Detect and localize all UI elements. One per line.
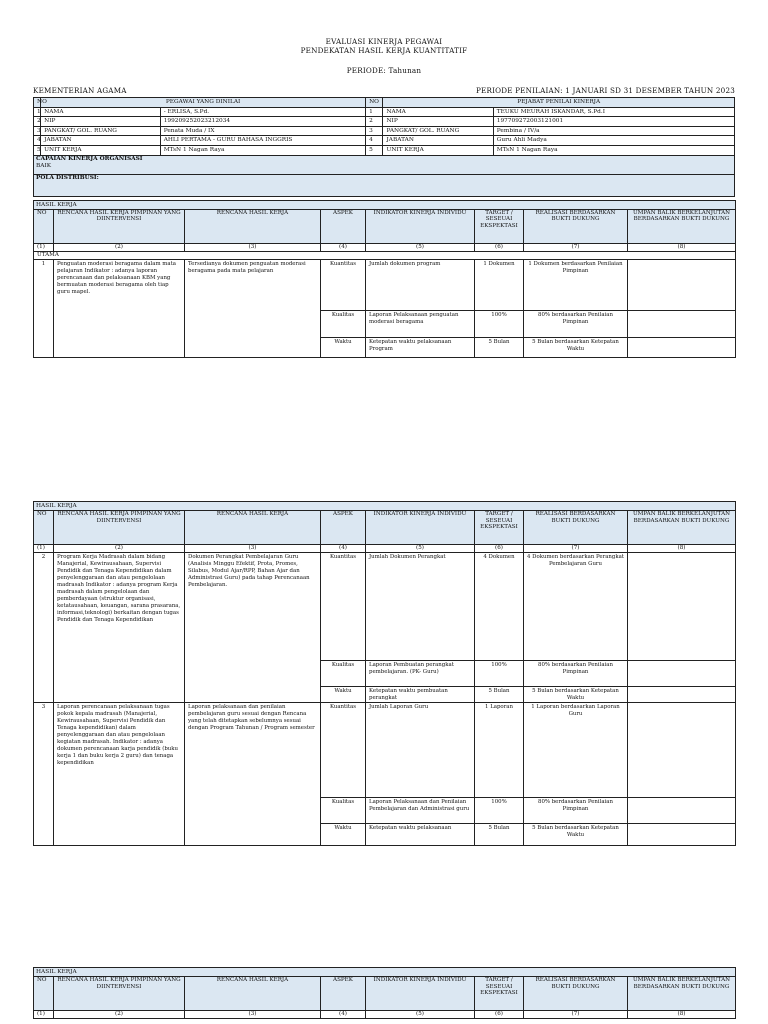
umpan-balik-cell — [628, 703, 736, 798]
column-header-no: NO — [34, 977, 54, 1011]
employee-no-penilai: 2 — [366, 117, 383, 127]
employee-field: UNIT KERJA — [41, 145, 161, 155]
umpan-balik-cell — [628, 337, 736, 357]
column-header-rhk-pimpinan: RENCANA HASIL KERJA PIMPINAN YANG DIINTERVENSI — [54, 511, 185, 545]
column-header-no: NO — [34, 511, 54, 545]
aspek-cell: Kualitas — [321, 661, 366, 687]
column-header-umpan: UMPAN BALIK BERKELANJUTAN BERDASARKAN BUKTI DUKUNG — [628, 511, 736, 545]
aspek-cell: Kualitas — [321, 310, 366, 337]
no-header-2: NO — [366, 98, 383, 108]
capaian-section — [33, 156, 735, 197]
employee-row — [34, 117, 735, 127]
employee-no-penilai: 1 — [366, 107, 383, 117]
aspek-cell: Kuantitas — [321, 259, 366, 310]
target-cell: 1 Dokumen — [475, 259, 524, 310]
target-cell: 100% — [475, 310, 524, 337]
employee-no: 2 — [34, 117, 41, 127]
employee-field: PANGKAT/ GOL. RUANG — [41, 126, 161, 136]
column-number: (2) — [54, 545, 185, 553]
column-number: (6) — [475, 243, 524, 251]
target-cell: 1 Laporan — [475, 703, 524, 798]
employee-no-penilai: 5 — [366, 145, 383, 155]
employee-field-penilai: JABATAN — [383, 136, 493, 146]
employee-value-penilai: Pembina / IV/a — [493, 126, 734, 136]
rhk-cell: Dokumen Perangkat Pembelajaran Guru (Analisis Minggu Efektif, Prota, Promes, Silabus, Modul Ajar/RPP, Bahan Ajar dan Administrasi Guru) pada tahap Perencanaan Pembelajaran. — [185, 553, 321, 703]
column-header-rhk-pimpinan: RENCANA HASIL KERJA PIMPINAN YANG DIINTERVENSI — [54, 977, 185, 1011]
utama-label: UTAMA — [34, 251, 736, 259]
indikator-cell: Jumlah Dokumen Perangkat — [366, 553, 475, 661]
employee-value: AHLI PERTAMA - GURU BAHASA INGGRIS — [160, 136, 365, 146]
column-number: (7) — [524, 243, 628, 251]
no-header: NO — [34, 98, 41, 108]
aspek-cell: Kuantitas — [321, 553, 366, 661]
employee-row — [34, 107, 735, 117]
employee-field: JABATAN — [41, 136, 161, 146]
umpan-balik-cell — [628, 259, 736, 310]
hasil-kerja-row — [34, 553, 736, 661]
column-number: (6) — [475, 1011, 524, 1019]
aspek-cell: Kuantitas — [321, 703, 366, 798]
umpan-balik-cell — [628, 310, 736, 337]
doc-subtitle: PENDEKATAN HASIL KERJA KUANTITATIF — [300, 46, 468, 55]
hasil-kerja-label: HASIL KERJA — [34, 968, 736, 977]
column-number: (7) — [524, 1011, 628, 1019]
employee-no: 3 — [34, 126, 41, 136]
indikator-cell: Ketepatan waktu pelaksanaan — [366, 824, 475, 846]
umpan-balik-cell — [628, 798, 736, 824]
penilai-header: PEJABAT PENILAI KINERJA — [383, 98, 735, 108]
employee-value: 199209252023212034 — [160, 117, 365, 127]
aspek-cell: Waktu — [321, 687, 366, 703]
column-header-rhk: RENCANA HASIL KERJA — [185, 209, 321, 243]
realisasi-cell: 1 Laporan berdasarkan Laporan Guru — [524, 703, 628, 798]
dinilai-header: PEGAWAI YANG DINILAI — [41, 98, 366, 108]
employee-field-penilai: NAMA — [383, 107, 493, 117]
doc-title: EVALUASI KINERJA PEGAWAI — [325, 37, 443, 46]
capaian-label: CAPAIAN KINERJA ORGANISASI — [36, 155, 143, 162]
row-number: 1 — [34, 259, 54, 357]
hasil-kerja-label: HASIL KERJA — [34, 502, 736, 511]
column-header-realisasi: REALISASI BERDASARKAN BUKTI DUKUNG — [524, 977, 628, 1011]
target-cell: 100% — [475, 661, 524, 687]
rhk-pimpinan-cell: Laporan perencanaan pelaksanaan tugas pokok kepala madrasah (Manajerial, Kewirausahaan, Supervisi Pendidik dan Tenaga kependidikan) dalam penyelenggaraan dan atau pengelolaan kegiatan madrasah. Indikator : adanya dokumen perencanaan karja pendidik (buku kerja 1 dan buku kerja 2 guru) dan tenaga kependidikan — [54, 703, 185, 846]
target-cell: 5 Bulan — [475, 337, 524, 357]
employee-value-penilai: TEUKU MEURAH ISKANDAR, S.Pd.I — [493, 107, 734, 117]
periode-label: PERIODE: Tahunan — [346, 66, 422, 75]
column-number: (5) — [366, 545, 475, 553]
column-header-indikator: INDIKATOR KINERJA INDIVIDU — [366, 209, 475, 243]
indikator-cell: Ketepatan waktu pelaksanaan Program — [366, 337, 475, 357]
employee-no: 1 — [34, 107, 41, 117]
realisasi-cell: 5 Bulan berdasarkan Ketepatan Waktu — [524, 337, 628, 357]
hasil-kerja-table — [33, 501, 736, 846]
employee-row — [34, 145, 735, 155]
employee-no: 4 — [34, 136, 41, 146]
indikator-cell: Ketepatan waktu pembuatan perangkat — [366, 687, 475, 703]
column-header-no: NO — [34, 209, 54, 243]
employee-no-penilai: 4 — [366, 136, 383, 146]
column-number: (3) — [185, 243, 321, 251]
employee-no-penilai: 3 — [366, 126, 383, 136]
capaian-value: BAIK — [36, 162, 52, 169]
rhk-pimpinan-cell: Program Kerja Madrasah dalam bidang Manajerial, Kewirausahaan, Supervisi Pendidik dan Tenaga Kependidikan dalam penyelenggaraan dan atau pengelolaan madrasah Indikator : adanya program Kerja madrasah dalam pengelolaan dan pemberdayaan (struktur organisasi, ketatausahaan, keuangan, sarana prasarana, informasi,teknologi) berkaitan dengan tugas Pendidik dan Tenaga Kependidikan — [54, 553, 185, 703]
umpan-balik-cell — [628, 687, 736, 703]
employee-table — [33, 97, 735, 156]
hasil-kerja-table — [33, 200, 736, 358]
column-number: (8) — [628, 1011, 736, 1019]
employee-no: 5 — [34, 145, 41, 155]
column-header-realisasi: REALISASI BERDASARKAN BUKTI DUKUNG — [524, 511, 628, 545]
column-number: (3) — [185, 1011, 321, 1019]
pola-label: POLA DISTRIBUSI: — [34, 174, 735, 196]
column-number: (1) — [34, 243, 54, 251]
column-number: (4) — [321, 1011, 366, 1019]
rhk-cell: Tersedianya dokumen penguatan moderasi beragama pada mata pelajaran — [185, 259, 321, 357]
column-header-indikator: INDIKATOR KINERJA INDIVIDU — [366, 977, 475, 1011]
column-number: (7) — [524, 545, 628, 553]
umpan-balik-cell — [628, 661, 736, 687]
row-number: 3 — [34, 703, 54, 846]
hasil-kerja-table — [33, 967, 736, 1019]
column-header-realisasi: REALISASI BERDASARKAN BUKTI DUKUNG — [524, 209, 628, 243]
employee-field: NIP — [41, 117, 161, 127]
employee-value: - ERLISA, S.Pd. — [160, 107, 365, 117]
column-header-rhk: RENCANA HASIL KERJA — [185, 511, 321, 545]
employee-value: Penata Muda / IX — [160, 126, 365, 136]
hasil-kerja-row — [34, 703, 736, 798]
row-number: 2 — [34, 553, 54, 703]
target-cell: 100% — [475, 798, 524, 824]
employee-value-penilai: Guru Ahli Madya — [493, 136, 734, 146]
column-number: (5) — [366, 1011, 475, 1019]
umpan-balik-cell — [628, 824, 736, 846]
indikator-cell: Laporan Pembuatan perangkat pembelajaran. (PK- Guru) — [366, 661, 475, 687]
hasil-kerja-row — [34, 259, 736, 310]
employee-field-penilai: UNIT KERJA — [383, 145, 493, 155]
employee-row — [34, 126, 735, 136]
column-header-rhk-pimpinan: RENCANA HASIL KERJA PIMPINAN YANG DIINTERVENSI — [54, 209, 185, 243]
indikator-cell: Laporan Pelaksanaan dan Penilaian Pembelajaran dan Administrasi guru — [366, 798, 475, 824]
column-header-target: TARGET / SESEUAI EKSPEKTASI — [475, 511, 524, 545]
employee-field-penilai: PANGKAT/ GOL. RUANG — [383, 126, 493, 136]
realisasi-cell: 5 Bulan berdasarkan Ketepatan Waktu — [524, 824, 628, 846]
employee-field-penilai: NIP — [383, 117, 493, 127]
realisasi-cell: 1 Dokumen berdasarkan Penilaian Pimpinan — [524, 259, 628, 310]
realisasi-cell: 4 Dokumen berdasarkan Perangkat Pembelajaran Guru — [524, 553, 628, 661]
column-header-umpan: UMPAN BALIK BERKELANJUTAN BERDASARKAN BUKTI DUKUNG — [628, 209, 736, 243]
employee-value-penilai: MTsN 1 Nagan Raya — [493, 145, 734, 155]
rhk-cell: Laporan pelaksanaan dan penilaian pembelajaran guru sesuai dengan Rencana yang telah ditetapkan sebelumnya sesuai dengan Program Tahunan / Program semester — [185, 703, 321, 846]
column-number: (8) — [628, 545, 736, 553]
realisasi-cell: 80% berdasarkan Penilaian Pimpinan — [524, 798, 628, 824]
column-number: (8) — [628, 243, 736, 251]
column-number: (5) — [366, 243, 475, 251]
column-header-aspek: ASPEK — [321, 977, 366, 1011]
column-number: (2) — [54, 243, 185, 251]
employee-row — [34, 136, 735, 146]
rhk-pimpinan-cell: Penguatan moderasi beragama dalam mata pelajaran Indikator : adanya laporan perencanaan dan pelaksanaan KBM yang bermuatan moderasi beragama oleh tiap guru mapel. — [54, 259, 185, 357]
employee-value: MTsN 1 Nagan Raya — [160, 145, 365, 155]
indikator-cell: Laporan Pelaksanaan penguatan moderasi beragama — [366, 310, 475, 337]
column-number: (4) — [321, 545, 366, 553]
employee-value-penilai: 197709272003121001 — [493, 117, 734, 127]
indikator-cell: Jumlah dokumen program — [366, 259, 475, 310]
periode-penilaian-label: PERIODE PENILAIAN: 1 JANUARI SD 31 DESEMBER TAHUN 2023 — [476, 86, 735, 95]
column-header-aspek: ASPEK — [321, 209, 366, 243]
column-number: (4) — [321, 243, 366, 251]
indikator-cell: Jumlah Laporan Guru — [366, 703, 475, 798]
column-header-indikator: INDIKATOR KINERJA INDIVIDU — [366, 511, 475, 545]
column-number: (1) — [34, 545, 54, 553]
column-header-aspek: ASPEK — [321, 511, 366, 545]
target-cell: 4 Dokumen — [475, 553, 524, 661]
realisasi-cell: 80% berdasarkan Penilaian Pimpinan — [524, 310, 628, 337]
kementerian-label: KEMENTERIAN AGAMA — [33, 86, 127, 95]
target-cell: 5 Bulan — [475, 824, 524, 846]
column-number: (6) — [475, 545, 524, 553]
column-number: (2) — [54, 1011, 185, 1019]
target-cell: 5 Bulan — [475, 687, 524, 703]
column-header-target: TARGET / SESEUAI EKSPEKTASI — [475, 209, 524, 243]
column-header-target: TARGET / SESEUAI EKSPEKTASI — [475, 977, 524, 1011]
employee-field: NAMA — [41, 107, 161, 117]
aspek-cell: Waktu — [321, 337, 366, 357]
hasil-kerja-label: HASIL KERJA — [34, 200, 736, 209]
column-number: (1) — [34, 1011, 54, 1019]
realisasi-cell: 5 Bulan berdasarkan Ketepatan Waktu — [524, 687, 628, 703]
column-header-umpan: UMPAN BALIK BERKELANJUTAN BERDASARKAN BUKTI DUKUNG — [628, 977, 736, 1011]
umpan-balik-cell — [628, 553, 736, 661]
aspek-cell: Kualitas — [321, 798, 366, 824]
column-number: (3) — [185, 545, 321, 553]
column-header-rhk: RENCANA HASIL KERJA — [185, 977, 321, 1011]
realisasi-cell: 80% berdasarkan Penilaian Pimpinan — [524, 661, 628, 687]
aspek-cell: Waktu — [321, 824, 366, 846]
